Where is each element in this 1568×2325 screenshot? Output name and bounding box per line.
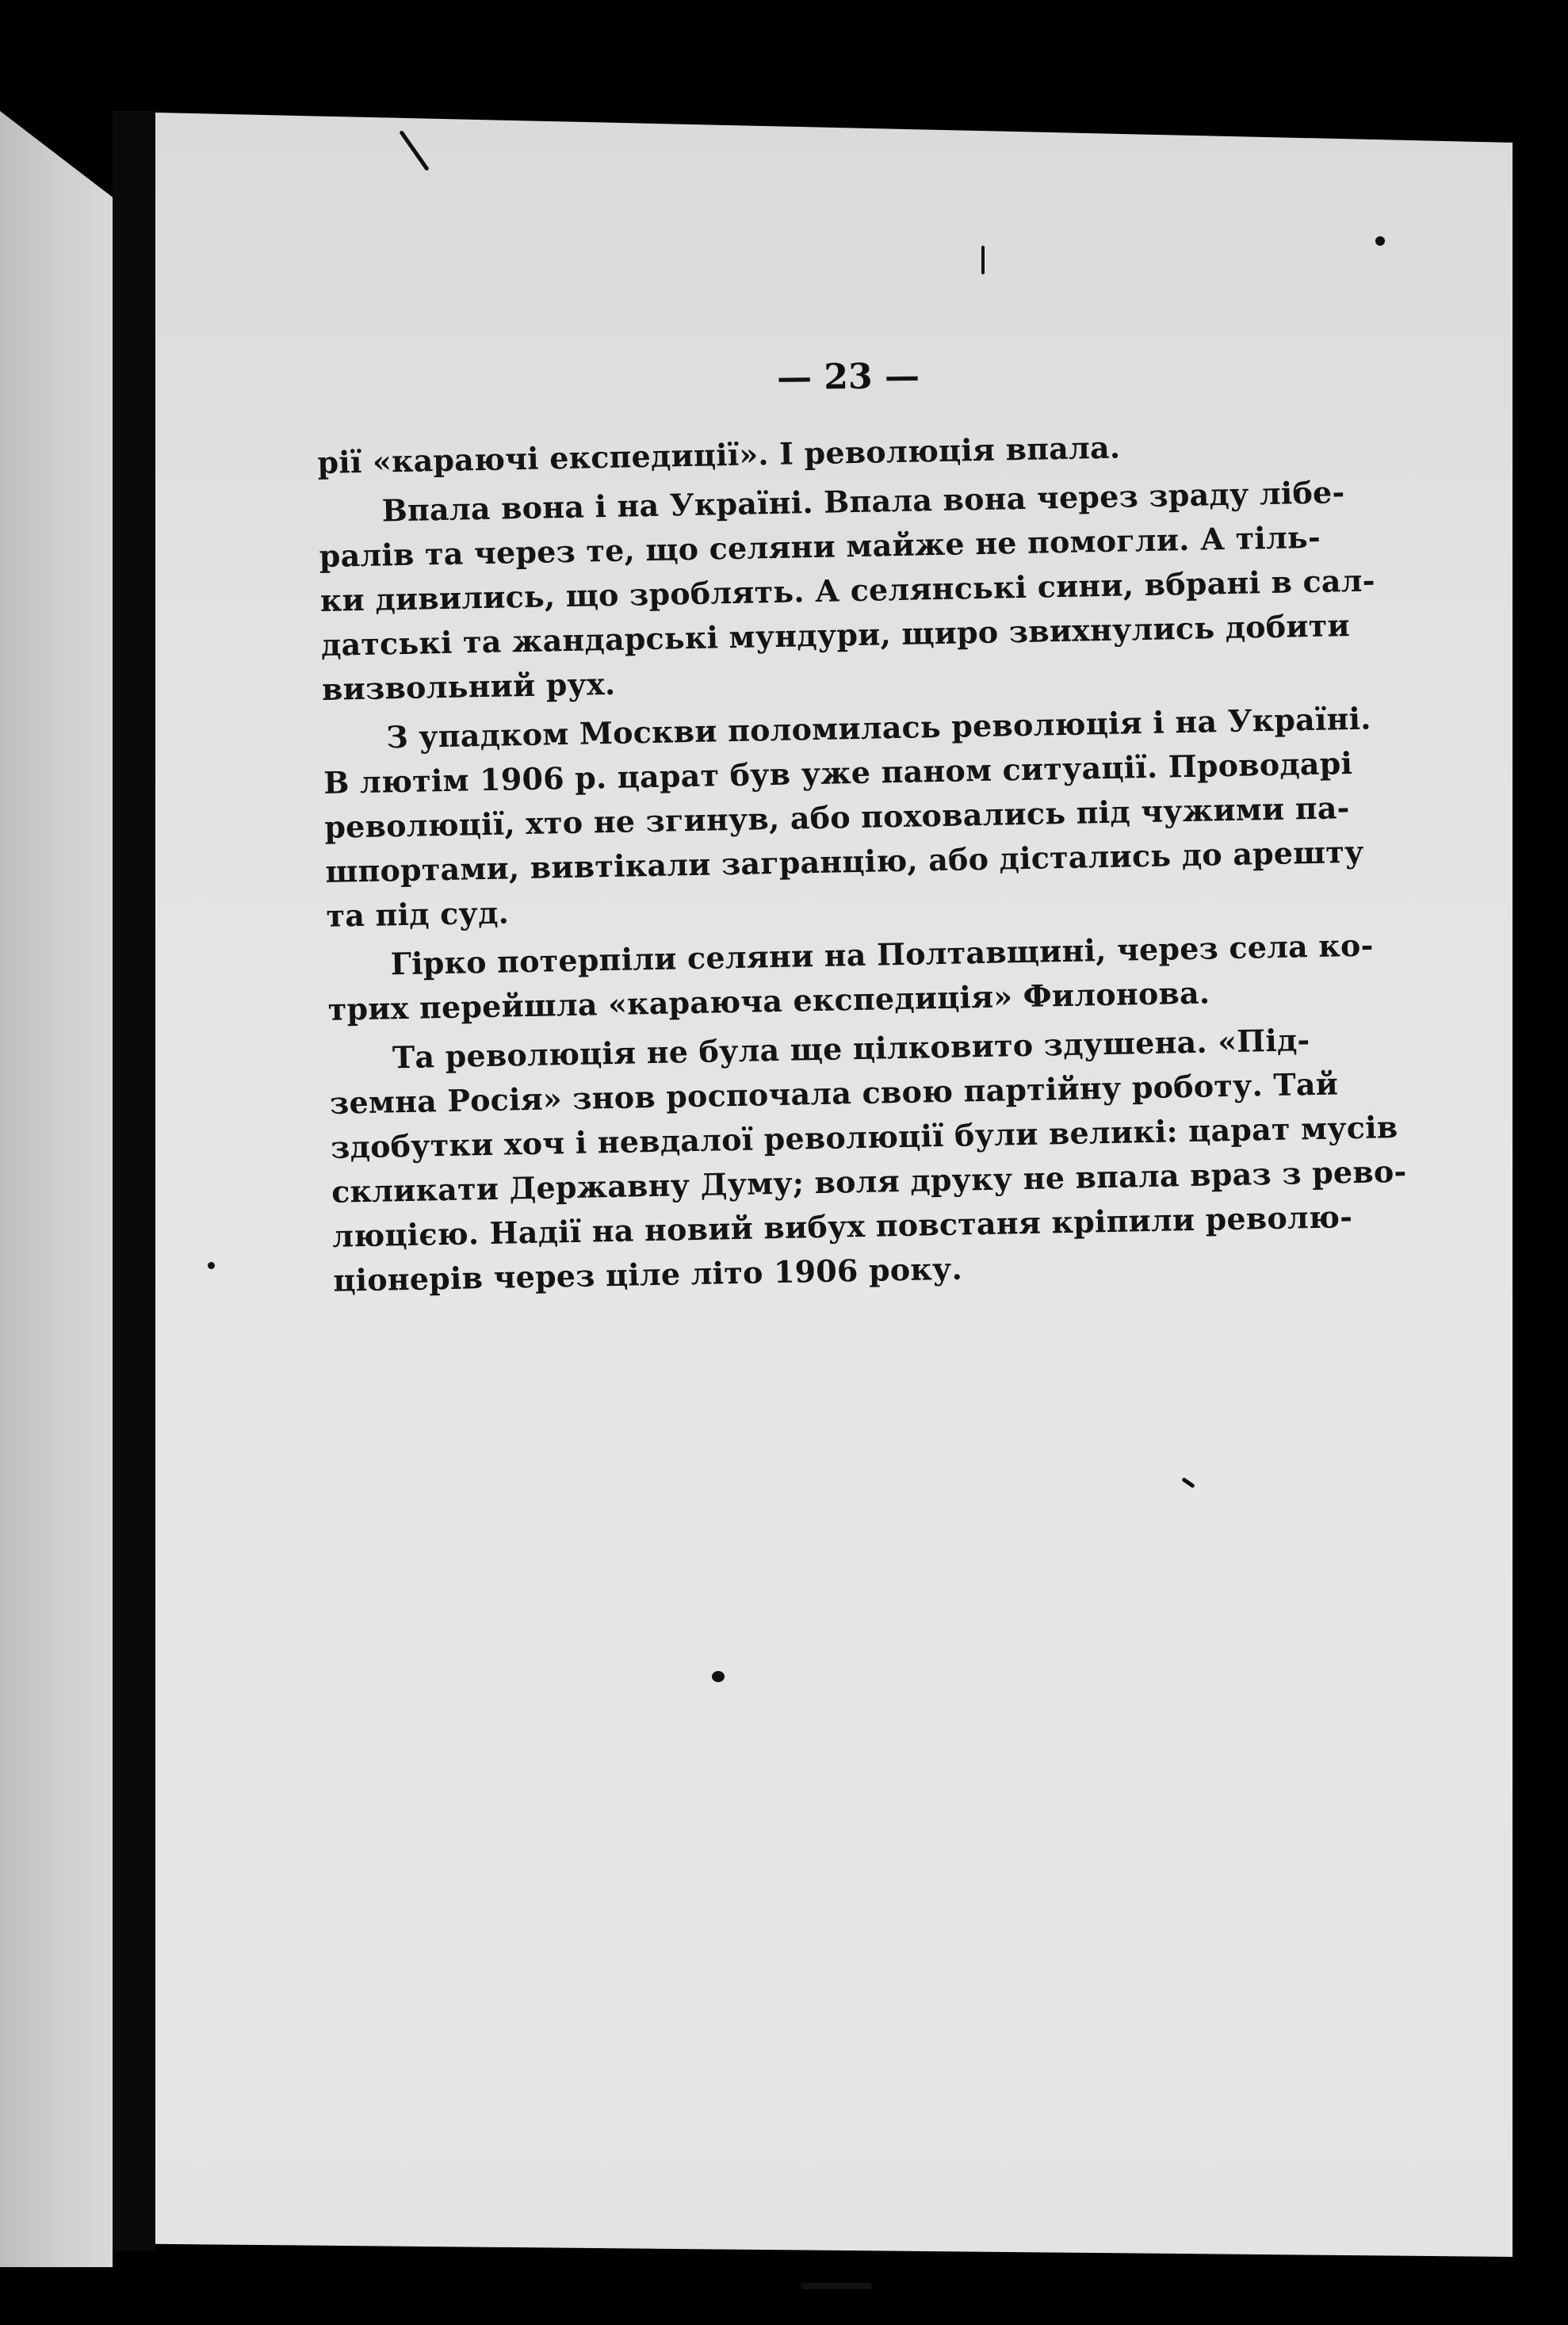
text-line: З упадком Москви поломилась революція і на Україні. [385,700,1372,755]
text-line: трих перейшла «караюча експедиція» Филонова. [327,974,1210,1027]
text-line: ки дивились, що зроблять. А селянські сини, вбрані в сал- [319,562,1376,618]
dust-speck [981,246,985,274]
dust-speck [208,1262,215,1269]
text-line: земна Росія» знов роспочала свою партійну роботу. Тай [329,1065,1339,1121]
text-line: здобутки хоч і невдалої революції були великі: царат мусів [330,1108,1398,1165]
text-line: визвольний рух. [321,665,616,707]
text-line: люцією. Надії на новий вибух повстаня кріпили револю- [331,1199,1353,1254]
page-gutter [113,111,155,2251]
text-line: скликати Державну Думу; воля друку не впала враз з рево- [331,1153,1407,1210]
text-line: ціонерів через ціле літо 1906 року. [332,1250,963,1298]
adjacent-page-edge [0,111,113,2267]
text-line: рії «караючі експедиції». І революція впала. [317,429,1121,480]
paragraph [328,1017,1407,1303]
paragraph [318,470,1376,712]
text-line: В лютім 1906 р. царат був уже паном ситуації. Проводарі [323,745,1353,801]
text-line: Впала вона і на Україні. Впала вона через зраду лібе- [381,474,1345,529]
paragraph [323,697,1372,939]
text-line: Гірко потерпіли селяни на Полтавщині, через села ко- [390,927,1374,982]
text-line: та під суд. [326,894,510,934]
dust-speck [1375,236,1385,246]
body-text [317,421,1407,1303]
text-line: шпортами, вивтікали загранцію, або дістались до арешту [325,833,1364,889]
dust-speck [712,1671,725,1682]
dust-speck [801,2283,872,2289]
text-line: датські та жандарські мундури, щиро звихнулись добити [320,607,1351,663]
text-line: ралів та через те, що селяни майже не помогли. А тіль- [319,518,1321,574]
page-number: — 23 — [776,356,920,398]
text-line: Та революція не була ще цілковито здушена. «Під- [392,1022,1310,1076]
text-line: революції, хто не згинув, або поховались під чужими па- [323,790,1350,845]
